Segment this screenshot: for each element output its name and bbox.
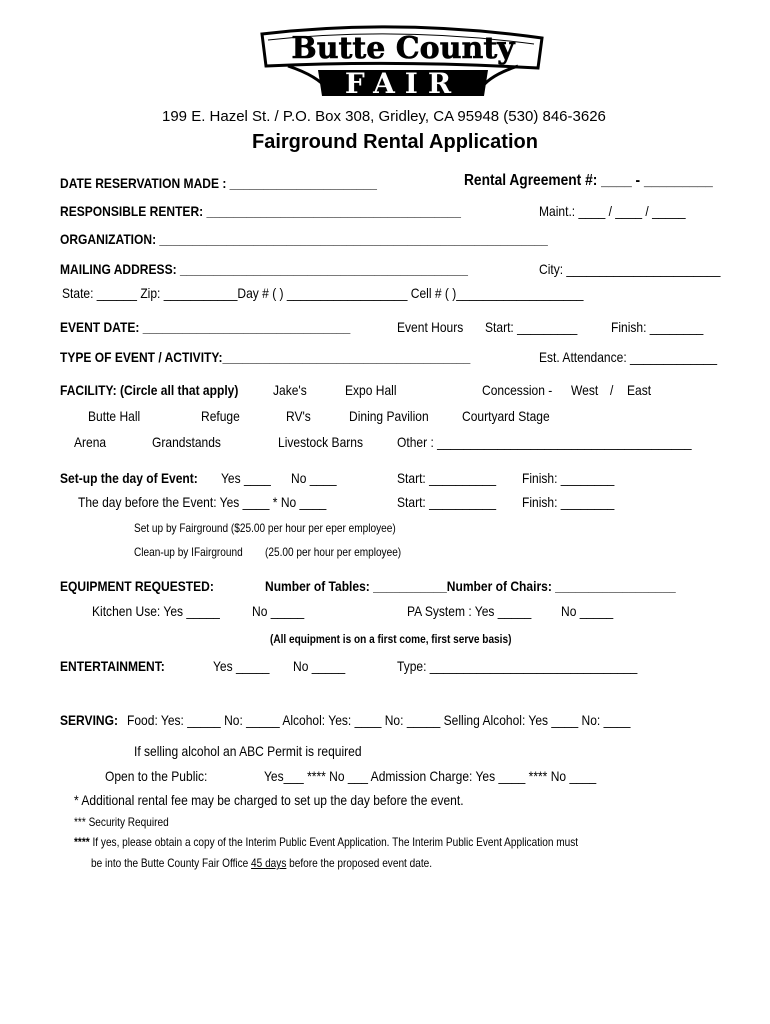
note-marker: **** xyxy=(74,835,90,849)
attendance-field[interactable]: Est. Attendance: _____________ xyxy=(539,349,718,365)
address-line: 199 E. Hazel St. / P.O. Box 308, Gridley, CA 95948 (530) 846-3626 xyxy=(162,108,606,125)
abc-permit-note: If selling alcohol an ABC Permit is required xyxy=(134,743,362,759)
equipment-label: EQUIPMENT REQUESTED: xyxy=(60,578,214,594)
note-deadline-text2: before the proposed event date. xyxy=(286,856,433,870)
pa-system-yes[interactable]: PA System : Yes _____ xyxy=(407,603,532,619)
note-interim-text: If yes, please obtain a copy of the Interim Public Event Application. The Interim Public Event Application must xyxy=(89,835,579,849)
facility-rvs[interactable]: RV's xyxy=(286,408,311,424)
setup-day-of-label: Set-up the day of Event: xyxy=(60,470,198,486)
note-deadline xyxy=(91,856,432,870)
concession-separator: / xyxy=(610,382,614,398)
setup-day-of-finish[interactable]: Finish: ________ xyxy=(522,470,615,486)
city-field[interactable]: City: _______________________ xyxy=(539,261,721,277)
note-deadline-days: 45 days xyxy=(251,856,287,870)
tables-chairs-fields[interactable]: Number of Tables: ___________Number of Chairs: __________________ xyxy=(265,578,676,594)
cleanup-fee-note: (25.00 per hour per employee) xyxy=(265,545,402,559)
entertainment-no[interactable]: No _____ xyxy=(293,658,346,674)
note-deadline-text1: be into the Butte County Fair Office xyxy=(91,856,252,870)
butte-county-fair-logo xyxy=(258,20,548,100)
state-zip-phone-row[interactable]: State: ______ Zip: ___________Day # ( ) __________________ Cell # ( )___________________ xyxy=(62,285,584,301)
open-to-public-label: Open to the Public: xyxy=(105,768,208,784)
facility-other-field[interactable]: Other : ______________________________________ xyxy=(397,434,692,450)
serving-label: SERVING: xyxy=(60,712,118,728)
setup-day-of-no[interactable]: No ____ xyxy=(291,470,337,486)
facility-concession-east[interactable]: East xyxy=(627,382,652,398)
facility-arena[interactable]: Arena xyxy=(74,434,107,450)
event-start-field[interactable]: Start: _________ xyxy=(485,319,578,335)
facility-grandstands[interactable]: Grandstands xyxy=(152,434,221,450)
serving-options-row[interactable]: Food: Yes: _____ No: _____ Alcohol: Yes: ____ No: _____ Selling Alcohol: Yes ____ No: ____ xyxy=(127,712,631,728)
setup-fee-note: Set up by Fairground ($25.00 per hour per eper employee) xyxy=(134,521,396,535)
setup-day-before-row[interactable]: The day before the Event: Yes ____ * No ____ xyxy=(78,494,327,510)
mailing-address-field[interactable]: MAILING ADDRESS: ___________________________________________ xyxy=(60,261,468,277)
type-of-event-field[interactable]: TYPE OF EVENT / ACTIVITY:_____________________________________ xyxy=(60,349,471,365)
setup-day-of-start[interactable]: Start: __________ xyxy=(397,470,497,486)
setup-day-before-finish[interactable]: Finish: ________ xyxy=(522,494,615,510)
facility-concession-west[interactable]: West xyxy=(571,382,599,398)
rental-agreement-field[interactable]: Rental Agreement #: ____ - _________ xyxy=(464,172,713,189)
facility-label: FACILITY: (Circle all that apply) xyxy=(60,382,239,398)
logo-line1: Butte County xyxy=(291,31,515,66)
responsible-renter-field[interactable]: RESPONSIBLE RENTER: ______________________________________ xyxy=(60,203,461,219)
note-interim-application xyxy=(74,835,578,849)
logo-line2: FAIR xyxy=(344,67,462,100)
facility-concession[interactable]: Concession - xyxy=(482,382,553,398)
organization-field[interactable]: ORGANIZATION: __________________________________________________________ xyxy=(60,231,548,247)
event-date-field[interactable]: EVENT DATE: _______________________________ xyxy=(60,319,351,335)
event-finish-field[interactable]: Finish: ________ xyxy=(611,319,704,335)
maint-field[interactable]: Maint.: ____ / ____ / _____ xyxy=(539,203,686,219)
entertainment-yes[interactable]: Yes _____ xyxy=(213,658,270,674)
setup-day-of-yes[interactable]: Yes ____ xyxy=(221,470,271,486)
setup-day-before-start[interactable]: Start: __________ xyxy=(397,494,497,510)
facility-butte-hall[interactable]: Butte Hall xyxy=(88,408,141,424)
facility-livestock-barns[interactable]: Livestock Barns xyxy=(278,434,363,450)
date-reservation-field[interactable]: DATE RESERVATION MADE : ______________________ xyxy=(60,175,378,191)
facility-expo-hall[interactable]: Expo Hall xyxy=(345,382,397,398)
note-security: *** Security Required xyxy=(74,815,169,829)
cleanup-label: Clean-up by IFairground xyxy=(134,545,243,559)
logo-graphic xyxy=(258,20,548,100)
entertainment-type-field[interactable]: Type: _______________________________ xyxy=(397,658,638,674)
pa-system-no[interactable]: No _____ xyxy=(561,603,614,619)
facility-jakes[interactable]: Jake's xyxy=(273,382,307,398)
event-hours-label: Event Hours xyxy=(397,319,464,335)
kitchen-use-no[interactable]: No _____ xyxy=(252,603,305,619)
kitchen-use-yes[interactable]: Kitchen Use: Yes _____ xyxy=(92,603,220,619)
form-title: Fairground Rental Application xyxy=(252,131,538,153)
open-to-public-options[interactable]: Yes___ **** No ___ Admission Charge: Yes ____ **** No ____ xyxy=(264,768,597,784)
facility-refuge[interactable]: Refuge xyxy=(201,408,240,424)
facility-dining-pavilion[interactable]: Dining Pavilion xyxy=(349,408,429,424)
note-additional-fee: * Additional rental fee may be charged to set up the day before the event. xyxy=(74,792,464,808)
facility-courtyard-stage[interactable]: Courtyard Stage xyxy=(462,408,550,424)
equipment-note: (All equipment is on a first come, first serve basis) xyxy=(270,632,512,646)
entertainment-label: ENTERTAINMENT: xyxy=(60,658,165,674)
